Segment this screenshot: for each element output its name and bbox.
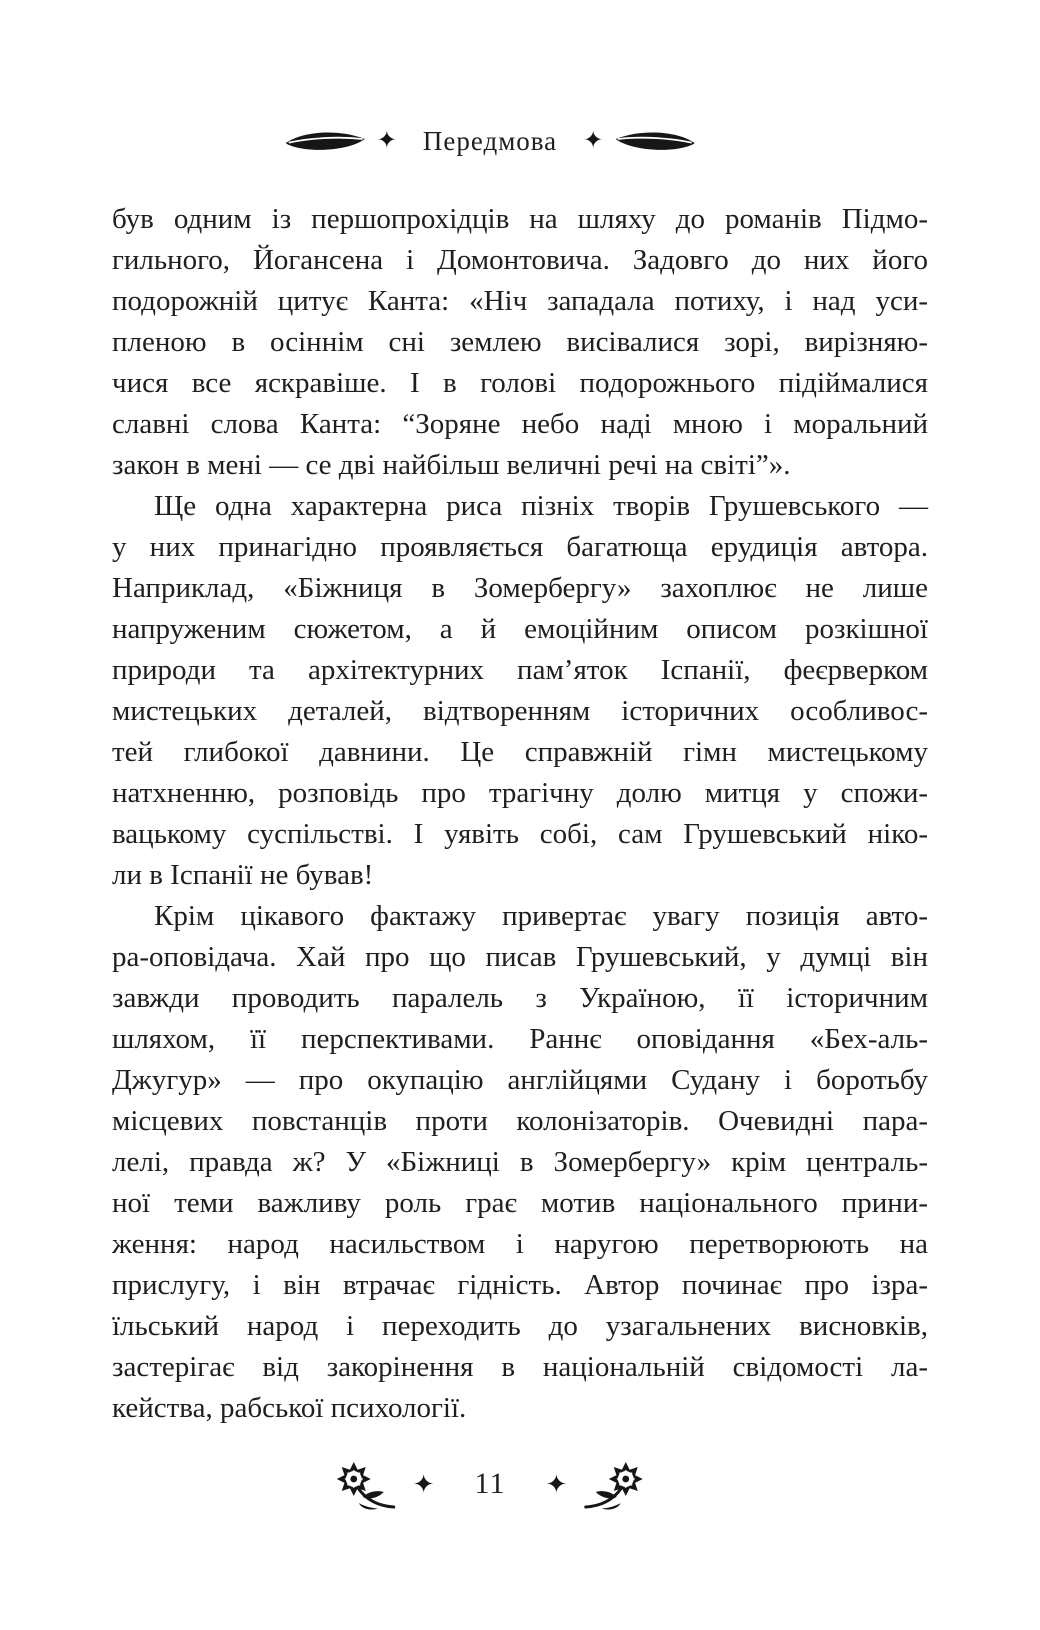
- text-line: Ще одна характерна риса пізніх творів Грушевського —: [154, 490, 928, 522]
- body-text: [112, 199, 928, 1429]
- text-line: лелі, правда ж? У «Біжниці в Зомербергу» крім централь-: [112, 1146, 928, 1178]
- paragraph: [112, 896, 928, 1429]
- flower-ornament-right-icon: [583, 1462, 647, 1512]
- text-line: чися все яскравіше. І в голові подорожнього підіймалися: [112, 367, 928, 399]
- paragraph: [112, 486, 928, 896]
- text-line: шляхом, її перспективами. Раннє оповідання «Бех-аль-: [112, 1023, 928, 1055]
- text-line: був одним із першопрохідців на шляху до романів Підмо-: [112, 203, 928, 235]
- text-line: подорожній цитує Канта: «Ніч западала потиху, і над уси-: [112, 285, 928, 317]
- text-line: Крім цікавого фактажу привертає увагу позиція авто-: [154, 900, 928, 932]
- text-line: пленою в осіннім сні землею висівалися зорі, вирізняю-: [112, 326, 928, 358]
- paragraph: [112, 199, 928, 486]
- text-line: місцевих повстанців проти колонізаторів. Очевидні пара-: [112, 1105, 928, 1137]
- page-number: 11: [474, 1467, 506, 1500]
- page-header: [285, 126, 696, 155]
- text-line: застерігає від закорінення в національній свідомості ла-: [112, 1351, 928, 1383]
- text-line: тей глибокої давнини. Це справжній гімн мистецькому: [112, 736, 928, 768]
- leaf-ornament-right-icon: [613, 129, 695, 153]
- text-line: ли в Іспанії не бував!: [112, 859, 374, 891]
- text-line: закон в мені — се дві найбільш величні речі на світі”».: [112, 449, 791, 481]
- text-line: ження: народ насильством і наругою перетворюють на: [112, 1228, 928, 1260]
- text-line: прислугу, і він втрачає гідність. Автор починає про ізра-: [112, 1269, 928, 1301]
- diamond-star-icon: ✦: [412, 1470, 435, 1499]
- text-line: славні слова Канта: “Зоряне небо наді мною і моральний: [112, 408, 928, 440]
- diamond-star-icon: ✦: [376, 127, 397, 154]
- text-line: кейства, рабської психології.: [112, 1392, 467, 1424]
- text-line: завжди проводить паралель з Україною, її історичним: [112, 982, 928, 1014]
- chapter-title: Передмова: [422, 126, 558, 156]
- text-line: ра-оповідача. Хай про що писав Грушевський, у думці він: [112, 941, 928, 973]
- text-line: натхненню, розповідь про трагічну долю митця у спожи-: [112, 777, 928, 809]
- text-line: Джугур» — про окупацію англійцями Судану і боротьбу: [112, 1064, 928, 1096]
- flower-ornament-left-icon: [333, 1462, 397, 1512]
- diamond-star-icon: ✦: [583, 127, 604, 154]
- text-line: ної теми важливу роль грає мотив національного прини-: [112, 1187, 928, 1219]
- text-line: гильного, Йогансена і Домонтовича. Задовго до них його: [112, 244, 928, 276]
- leaf-ornament-left-icon: [285, 129, 367, 153]
- text-line: у них принагідно проявляється багатюща ерудиція автора.: [112, 531, 928, 563]
- text-line: вацькому суспільстві. І уявіть собі, сам Грушевський ніко-: [112, 818, 928, 850]
- text-line: природи та архітектурних пам’яток Іспанії, феєрверком: [112, 654, 928, 686]
- text-line: їльський народ і переходить до узагальнених висновків,: [112, 1310, 928, 1342]
- text-line: напруженим сюжетом, а й емоційним описом розкішної: [112, 613, 928, 645]
- text-line: Наприклад, «Біжниця в Зомербергу» захоплює не лише: [112, 572, 928, 604]
- diamond-star-icon: ✦: [545, 1470, 568, 1499]
- text-line: мистецьких деталей, відтворенням історичних особливос-: [112, 695, 928, 727]
- page-footer: [333, 1462, 647, 1512]
